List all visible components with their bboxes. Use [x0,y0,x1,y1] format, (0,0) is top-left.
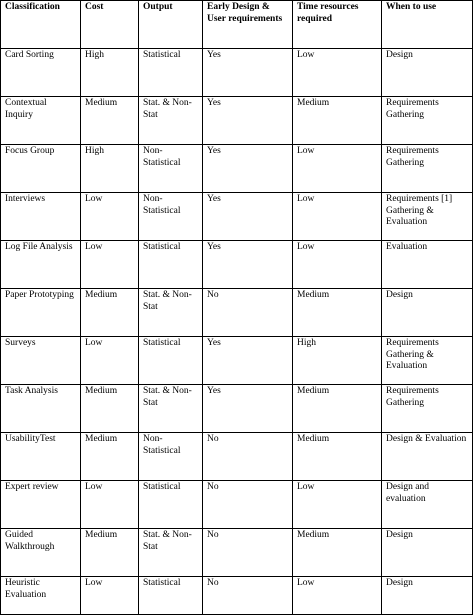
cell-early-design: No [203,481,293,529]
cell-early-design: No [203,577,293,615]
cell-classification: UsabilityTest [1,433,81,481]
cell-cost: Medium [81,385,139,433]
cell-early-design: Yes [203,193,293,241]
cell-when-to-use: Design [382,529,473,577]
cell-time-resources: Low [293,193,382,241]
table-row [1,481,473,529]
table-row [1,97,473,145]
cell-early-design: No [203,289,293,337]
cell-output: Statistical [139,481,203,529]
cell-cost: Medium [81,97,139,145]
cell-time-resources: Low [293,241,382,289]
cell-classification: Guided Walkthrough [1,529,81,577]
cell-early-design: Yes [203,97,293,145]
cell-time-resources: Low [293,49,382,97]
cell-cost: Low [81,337,139,385]
cell-output: Stat. & Non-Stat [139,289,203,337]
cell-time-resources: Medium [293,529,382,577]
cell-time-resources: High [293,337,382,385]
cell-cost: High [81,145,139,193]
cell-cost: Low [81,193,139,241]
cell-time-resources: Low [293,145,382,193]
header-classification: Classification [1,1,81,49]
cell-output: Stat. & Non-Stat [139,529,203,577]
header-early-design: Early Design & User requirements [203,1,293,49]
header-when-to-use: When to use [382,1,473,49]
table-row [1,337,473,385]
cell-output: Stat. & Non-Stat [139,97,203,145]
cell-when-to-use: Requirements Gathering & Evaluation [382,337,473,385]
cell-time-resources: Low [293,481,382,529]
table-header-row [1,1,473,49]
cell-when-to-use: Evaluation [382,241,473,289]
cell-when-to-use: Requirements Gathering [382,97,473,145]
cell-output: Non-Statistical [139,193,203,241]
header-cost: Cost [81,1,139,49]
table-row [1,145,473,193]
table-row [1,529,473,577]
header-time-resources: Time resources required [293,1,382,49]
table-row [1,433,473,481]
cell-output: Statistical [139,577,203,615]
cell-when-to-use: Design & Evaluation [382,433,473,481]
cell-output: Statistical [139,49,203,97]
cell-early-design: No [203,433,293,481]
cell-time-resources: Medium [293,433,382,481]
cell-time-resources: Low [293,577,382,615]
cell-cost: Low [81,481,139,529]
cell-output: Stat. & Non-Stat [139,385,203,433]
table-row [1,385,473,433]
cell-classification: Contextual Inquiry [1,97,81,145]
header-output: Output [139,1,203,49]
cell-time-resources: Medium [293,289,382,337]
cell-early-design: Yes [203,145,293,193]
table-row [1,577,473,615]
cell-classification: Card Sorting [1,49,81,97]
cell-time-resources: Medium [293,385,382,433]
cell-output: Statistical [139,241,203,289]
cell-output: Non-Statistical [139,145,203,193]
table-row [1,193,473,241]
cell-when-to-use: Design and evaluation [382,481,473,529]
table-row [1,289,473,337]
cell-classification: Focus Group [1,145,81,193]
cell-classification: Interviews [1,193,81,241]
cell-early-design: Yes [203,241,293,289]
cell-classification: Expert review [1,481,81,529]
cell-cost: Low [81,577,139,615]
cell-cost: Medium [81,289,139,337]
cell-early-design: Yes [203,337,293,385]
cell-cost: High [81,49,139,97]
cell-classification: Log File Analysis [1,241,81,289]
cell-time-resources: Medium [293,97,382,145]
cell-early-design: No [203,529,293,577]
cell-classification: Surveys [1,337,81,385]
cell-when-to-use: Requirements Gathering [382,385,473,433]
cell-early-design: Yes [203,385,293,433]
cell-when-to-use: Design [382,577,473,615]
cell-cost: Medium [81,529,139,577]
cell-when-to-use: Design [382,49,473,97]
cell-classification: Heuristic Evaluation [1,577,81,615]
table-row [1,49,473,97]
cell-classification: Task Analysis [1,385,81,433]
table-row [1,241,473,289]
cell-output: Non-Statistical [139,433,203,481]
cell-classification: Paper Prototyping [1,289,81,337]
cell-when-to-use: Design [382,289,473,337]
cell-early-design: Yes [203,49,293,97]
cell-cost: Medium [81,433,139,481]
cell-when-to-use: Requirements [1] Gathering & Evaluation [382,193,473,241]
cell-when-to-use: Requirements Gathering [382,145,473,193]
cell-cost: Low [81,241,139,289]
cell-output: Statistical [139,337,203,385]
